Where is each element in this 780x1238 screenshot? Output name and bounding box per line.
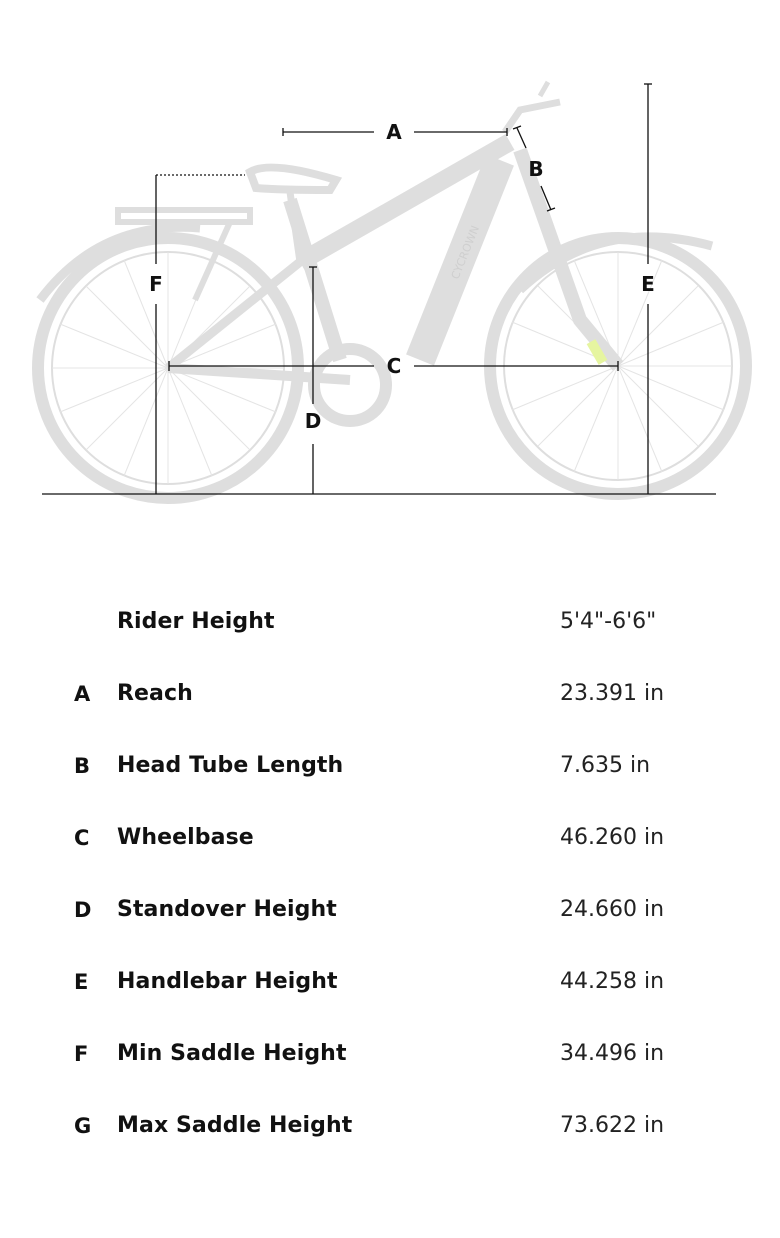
spec-code: G <box>74 1114 92 1138</box>
bike-illustration <box>38 82 746 498</box>
saddle <box>250 168 336 191</box>
spec-value: 46.260 in <box>560 825 665 850</box>
spec-code: F <box>74 1042 89 1066</box>
bike-geometry-diagram <box>0 0 780 540</box>
spec-row-head-tube-length <box>0 730 780 802</box>
frame-logo: CYCROWN <box>448 223 483 282</box>
spec-value: 7.635 in <box>560 753 651 778</box>
spec-label: Min Saddle Height <box>117 1041 347 1066</box>
dimension-label-d: D <box>304 409 322 433</box>
spec-row-handlebar-height <box>0 946 780 1018</box>
spec-value: 73.622 in <box>560 1113 665 1138</box>
spec-code: B <box>74 754 91 778</box>
spec-label: Standover Height <box>117 897 337 922</box>
spec-row-wheelbase <box>0 802 780 874</box>
spec-code: E <box>74 970 89 994</box>
spec-row-max-saddle-height <box>0 1090 780 1162</box>
spec-label: Head Tube Length <box>117 753 344 778</box>
spec-code: A <box>74 682 91 706</box>
spec-row-standover-height <box>0 874 780 946</box>
motor <box>314 349 386 421</box>
spec-row-reach <box>0 658 780 730</box>
spec-code: D <box>74 898 92 922</box>
spec-code: C <box>74 826 90 850</box>
geometry-spec-table <box>0 586 780 1162</box>
spec-value: 23.391 in <box>560 681 665 706</box>
handlebar <box>505 102 560 132</box>
spec-label: Rider Height <box>117 609 275 634</box>
spec-label: Reach <box>117 681 193 706</box>
dimension-label-c: C <box>386 354 402 378</box>
spec-label: Wheelbase <box>117 825 254 850</box>
spec-row-min-saddle-height <box>0 1018 780 1090</box>
spec-value: 44.258 in <box>560 969 665 994</box>
spec-label: Max Saddle Height <box>117 1113 353 1138</box>
dimension-lines <box>42 84 716 494</box>
dimension-label-e: E <box>641 272 655 296</box>
spec-value: 5'4"-6'6" <box>560 609 657 634</box>
spec-label: Handlebar Height <box>117 969 338 994</box>
spec-row-rider-height <box>0 586 780 658</box>
spec-value: 34.496 in <box>560 1041 665 1066</box>
spec-value: 24.660 in <box>560 897 665 922</box>
dimension-label-b: B <box>528 157 544 181</box>
dimension-label-f: F <box>149 272 163 296</box>
dimension-label-a: A <box>386 120 402 144</box>
